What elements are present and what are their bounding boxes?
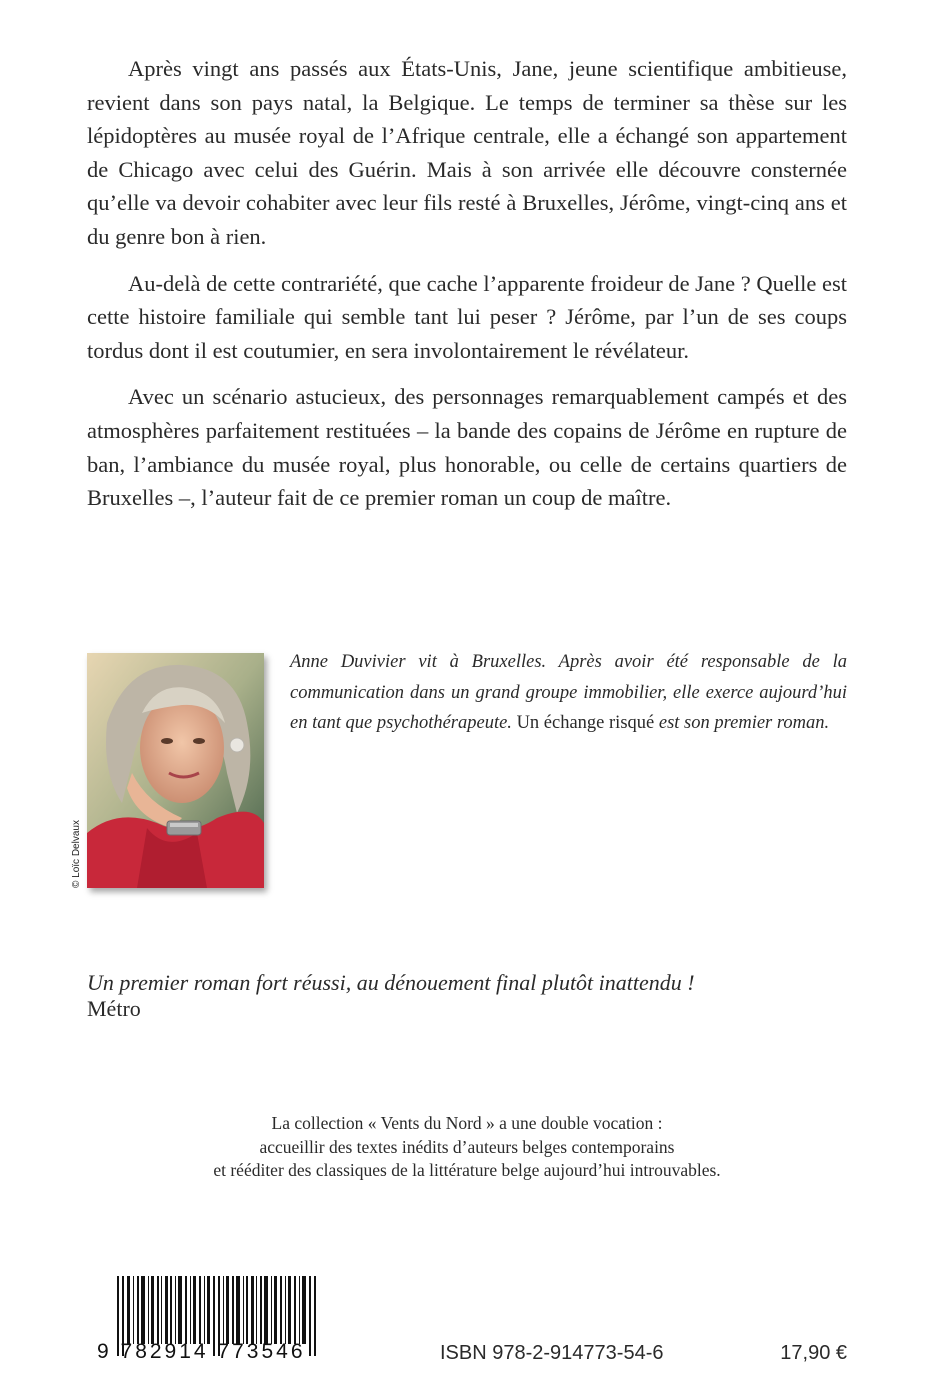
price: 17,90 € [780, 1342, 847, 1364]
collection-line-3: et rééditer des classiques de la littérature belge aujourd’hui introuvables. [213, 1160, 721, 1180]
author-bio-text-end: est son premier roman. [658, 713, 830, 734]
collection-line-1: La collection « Vents du Nord » a une double vocation : [271, 1113, 663, 1133]
author-photo [87, 653, 264, 888]
author-bio-text: Anne Duvivier vit à Bruxelles. Après avoir été responsable de la communication dans un grand groupe immobilier, elle exerce aujourd’hui en tant que psychothérapeute. [290, 652, 847, 734]
photo-credit: © Loïc Delvaux [71, 820, 82, 888]
blurb-paragraph-3: Avec un scénario astucieux, des personnages remarquablement campés et des atmosphères parfaitement restituées – la bande des copains de Jérôme en rupture de ban, l’ambiance du musée royal, plus honorable, ou celle de certains quartiers de Bruxelles –, l’auteur fait de ce premier roman un coup de maître. [87, 384, 847, 511]
barcode-digits: 9 782914 773546 [97, 1340, 306, 1363]
press-quote-source: Métro [87, 996, 141, 1021]
blurb-paragraph-1: Après vingt ans passés aux États-Unis, Jane, jeune scientifique ambitieuse, revient dans son pays natal, la Belgique. Le temps de terminer sa thèse sur les lépidoptères au musée royal de l’Afrique centrale, elle a échangé son appartement de Chicago avec celui des Guérin. Mais à son arrivée elle découvre consternée qu’elle va devoir cohabiter avec leur fils resté à Bruxelles, Jérôme, vingt-cinq ans et du genre bon à rien. [87, 56, 847, 249]
press-quote [87, 970, 847, 1022]
book-title: Un échange risqué [511, 713, 659, 734]
collection-line-2: accueillir des textes inédits d’auteurs belges contemporains [259, 1136, 675, 1157]
back-cover-blurb [87, 52, 847, 528]
blurb-paragraph-2: Au-delà de cette contrariété, que cache l’apparente froideur de Jane ? Quelle est cette histoire familiale qui semble tant lui peser ? Jérôme, par l’un de ses coups tordus dont il est coutumier, en sera involontairement le révélateur. [87, 270, 847, 363]
collection-description [87, 1112, 847, 1183]
isbn: ISBN 978-2-914773-54-6 [440, 1342, 664, 1364]
barcode [95, 1276, 340, 1366]
press-quote-text: Un premier roman fort réussi, au dénouement final plutôt inattendu ! [87, 970, 695, 995]
author-bio [290, 647, 847, 739]
